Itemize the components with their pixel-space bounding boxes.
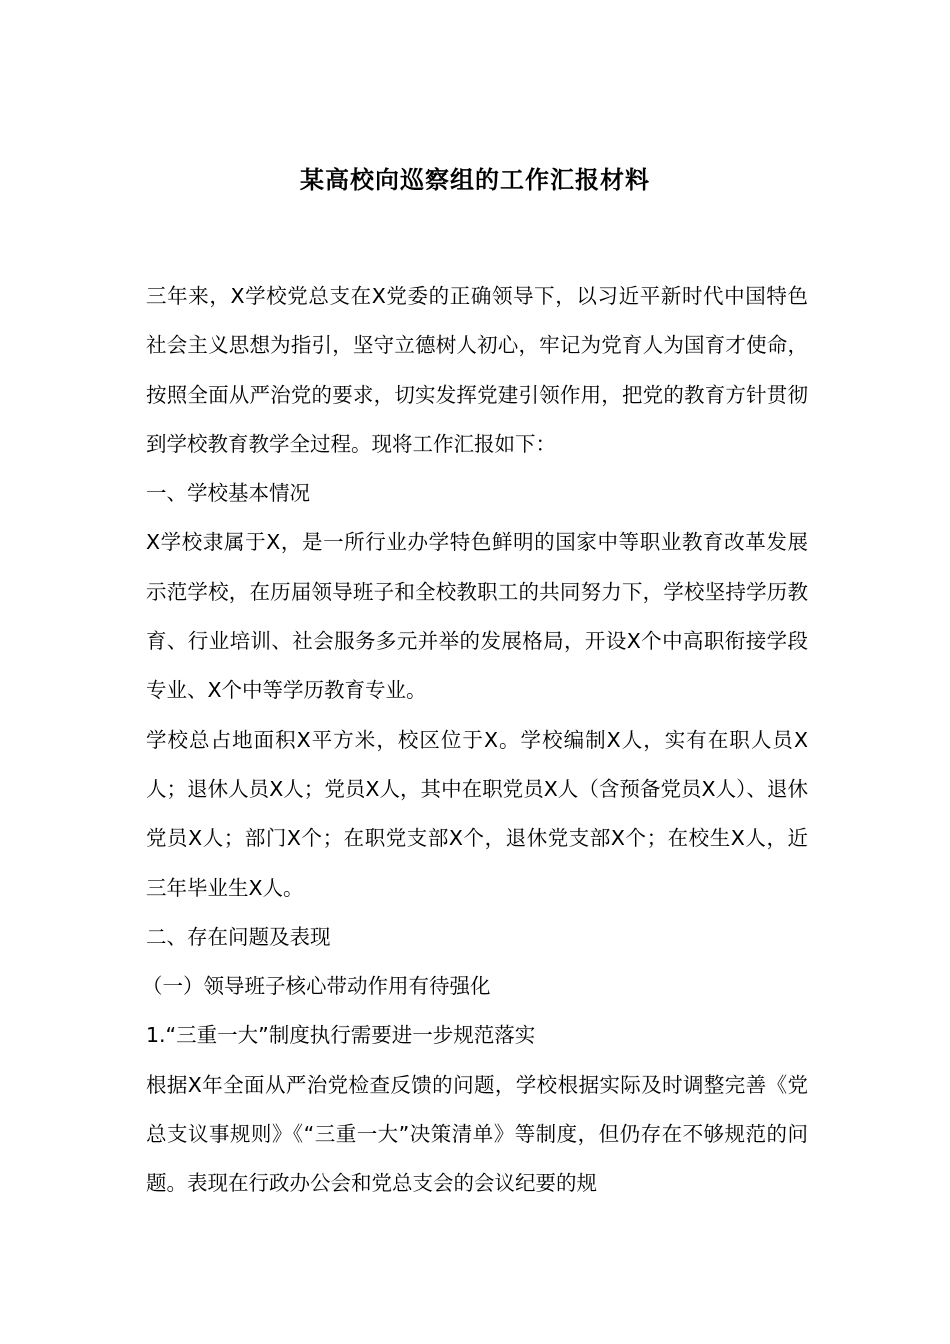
document-title: 某高校向巡察组的工作汇报材料 — [300, 165, 650, 194]
intro-paragraph: 三年来，X学校党总支在X党委的正确领导下，以习近平新时代中国特色社会主义思想为指引，坚守立德树人初心，牢记为党育人为国育才使命，按照全面从严治党的要求，切实发挥党建引领作用，把党的教育方针贯彻到学校教育教学全过程。现将工作汇报如下： — [146, 284, 808, 456]
school-statistics-paragraph: 学校总占地面积X平方米，校区位于X。学校编制X人，实有在职人员X人；退休人员X人；党员X人，其中在职党员X人（含预备党员X人）、退休党员X人；部门X个；在职党支部X个，退休党支部X个；在校生X人，近三年毕业生X人。 — [146, 727, 808, 900]
section-heading-problems: 二、存在问题及表现 — [146, 924, 331, 949]
item-heading-sanzhong-yida: 1.“三重一大”制度执行需要进一步规范落实 — [146, 1023, 536, 1048]
subsection-heading-leadership: （一）领导班子核心带动作用有待强化 — [142, 974, 491, 999]
document-body — [142, 272, 808, 1209]
section-heading-basic-info: 一、学校基本情况 — [146, 481, 310, 506]
school-overview-paragraph: X学校隶属于X，是一所行业办学特色鲜明的国家中等职业教育改革发展示范学校，在历届领导班子和全校教职工的共同努力下，学校坚持学历教育、行业培训、社会服务多元并举的发展格局，开设X个中高职衔接学段专业、X个中等学历教育专业。 — [146, 530, 808, 703]
item-paragraph-sanzhong-yida: 根据X年全面从严治党检查反馈的问题，学校根据实际及时调整完善《党总支议事规则》《“三重一大”决策清单》等制度，但仍存在不够规范的问题。表现在行政办公会和党总支会的会议纪要的规 — [146, 1072, 808, 1196]
